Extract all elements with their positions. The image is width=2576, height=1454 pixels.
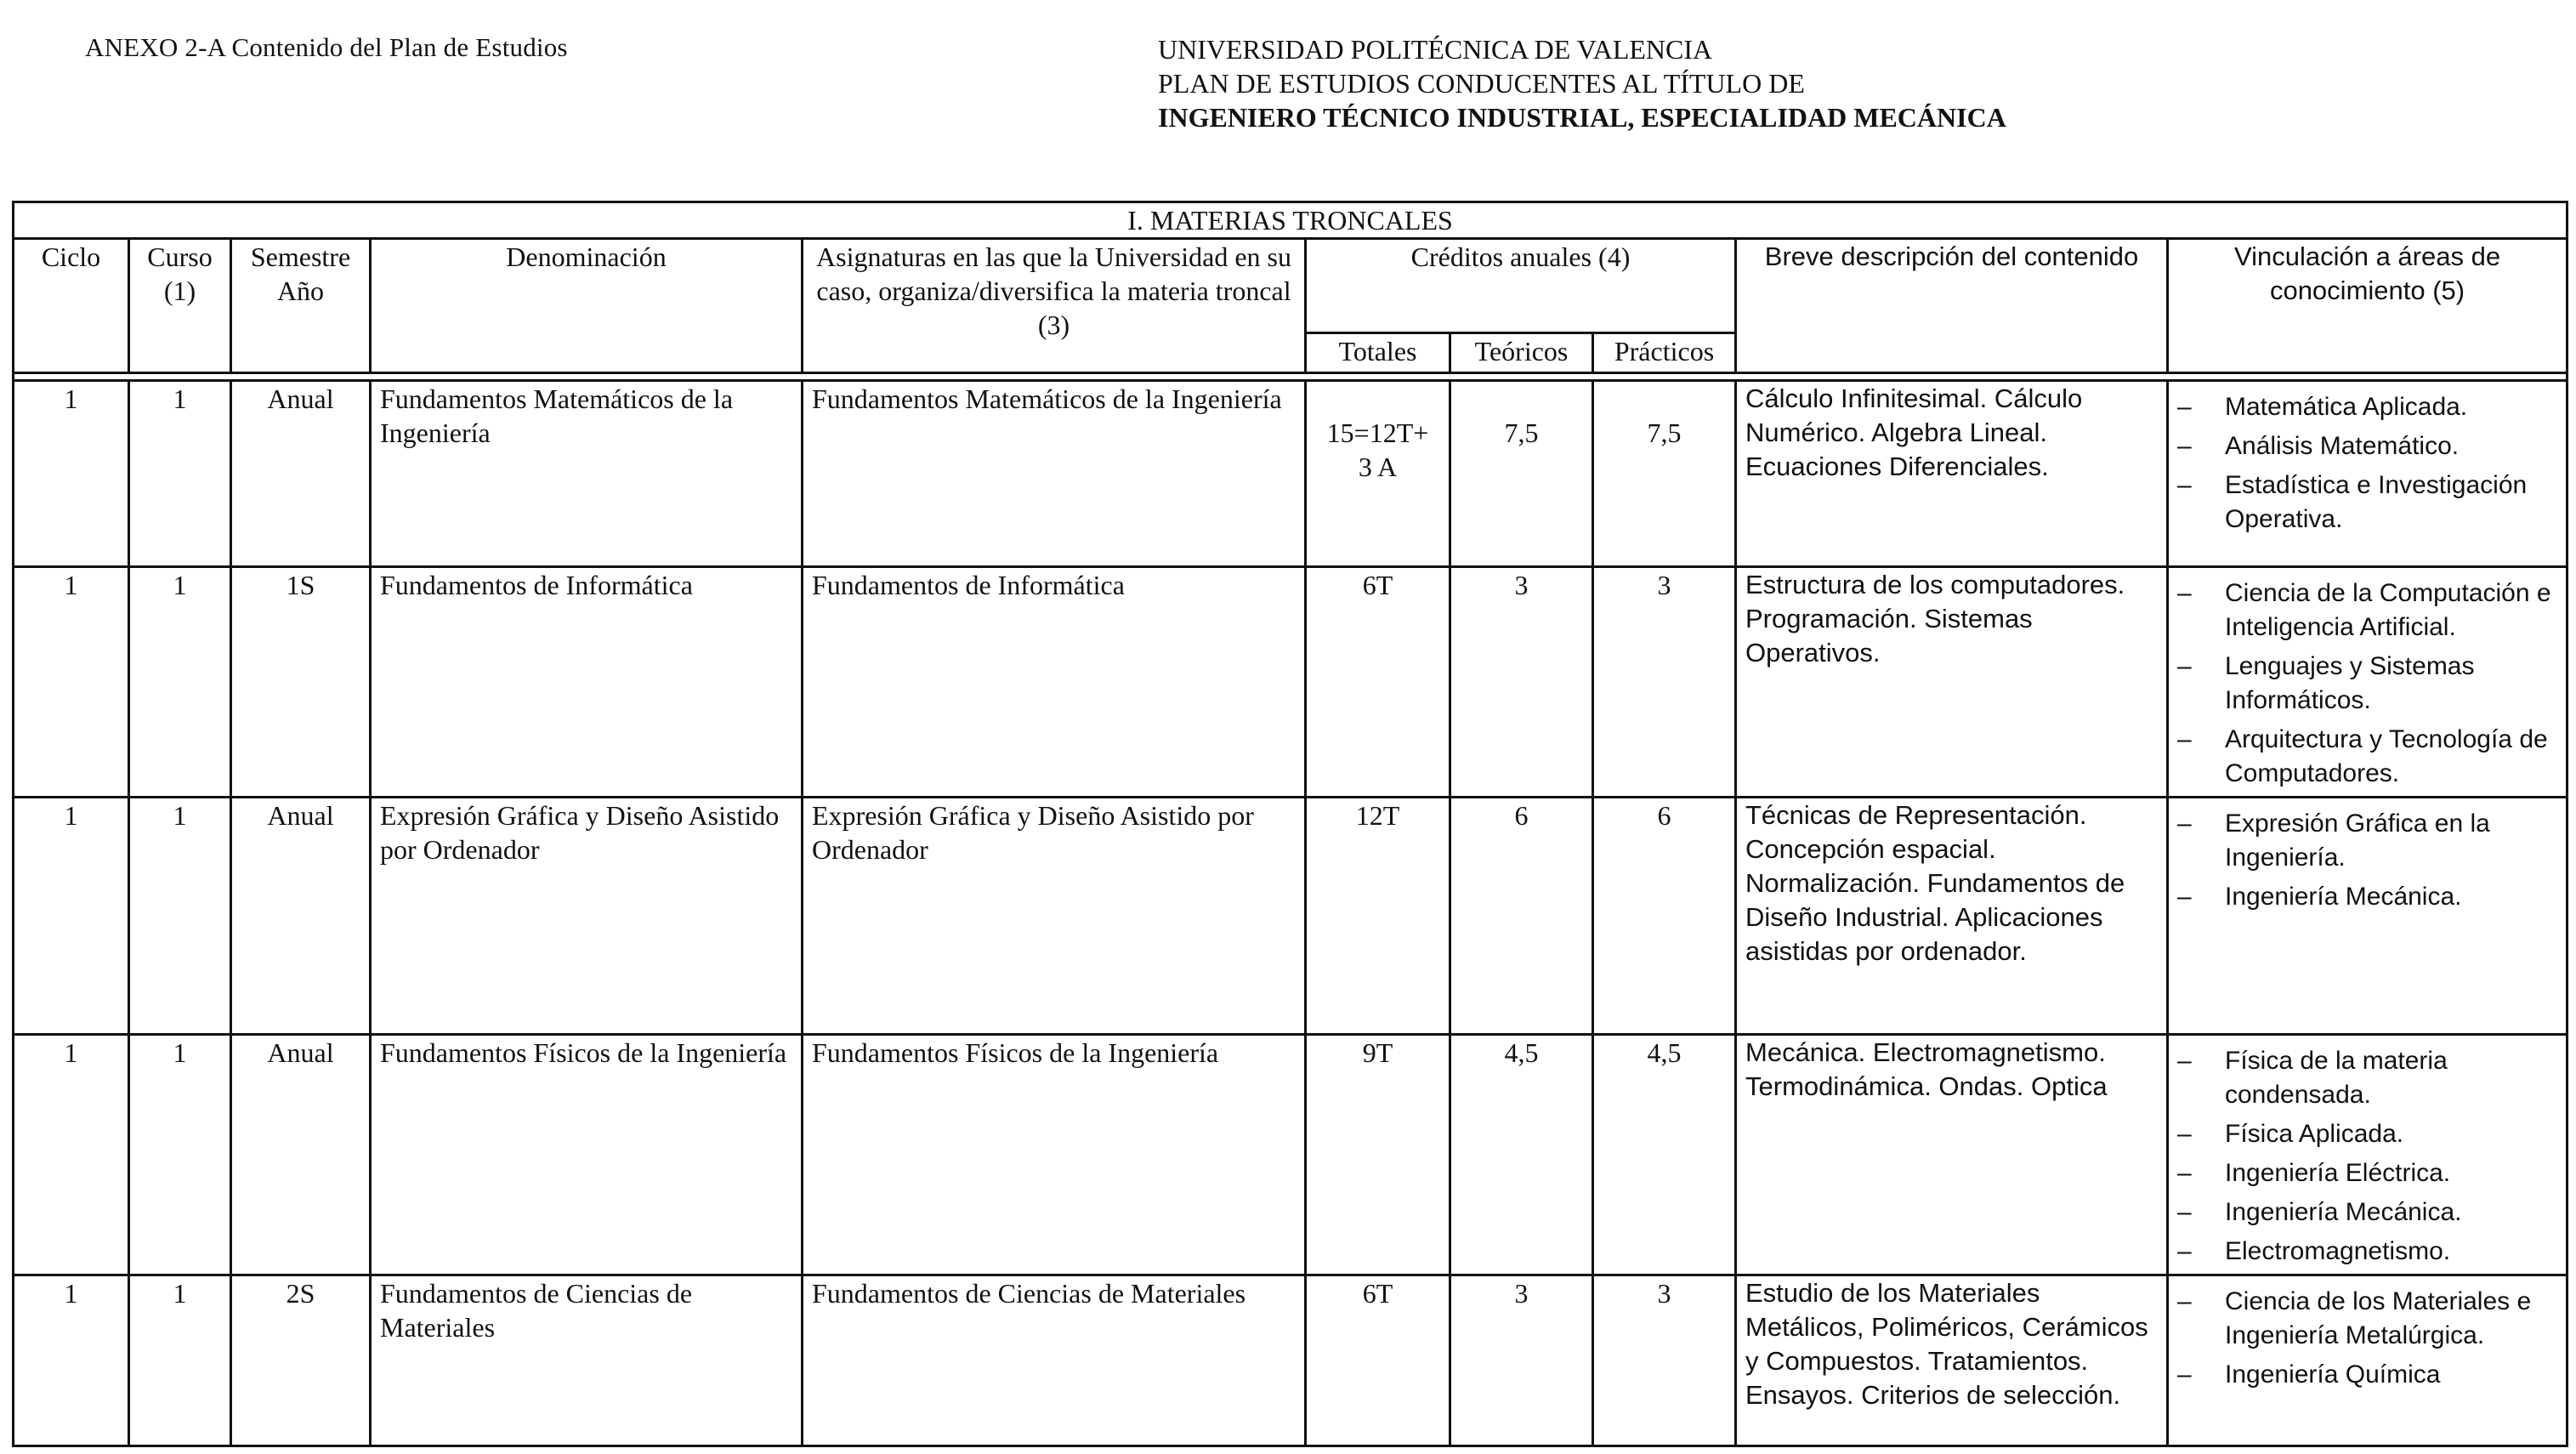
dash-bullet: – <box>2177 1198 2192 1226</box>
cell-areas <box>2168 1035 2567 1275</box>
dash-bullet: – <box>2177 393 2192 421</box>
cell-practicos <box>1593 381 1736 567</box>
cell-semestre: Anual <box>231 798 371 1035</box>
dash-bullet: – <box>2177 1120 2192 1148</box>
table-row <box>14 567 2567 798</box>
col-header-totales: Totales <box>1306 333 1450 373</box>
areas-list <box>2177 390 2557 537</box>
table-row <box>14 1275 2567 1446</box>
area-item <box>2177 390 2557 424</box>
dash-bullet: – <box>2177 883 2192 911</box>
area-item <box>2177 650 2557 718</box>
cell-asignaturas: Expresión Gráfica y Diseño Asistido por Ordenador <box>803 798 1306 1035</box>
cell-ciclo: 1 <box>14 567 129 798</box>
areas-list <box>2177 1044 2557 1269</box>
dash-bullet: – <box>2177 809 2192 838</box>
area-item <box>2177 807 2557 875</box>
cell-totales: 6T <box>1306 567 1450 798</box>
cell-denominacion: Fundamentos de Informática <box>371 567 803 798</box>
cell-semestre: 1S <box>231 567 371 798</box>
cell-teoricos: 3 <box>1450 567 1593 798</box>
area-text: Física de la materia condensada. <box>2225 1047 2448 1109</box>
cell-semestre: Anual <box>231 381 371 567</box>
subjects-table <box>12 201 2568 1447</box>
col-header-teoricos: Teóricos <box>1450 333 1593 373</box>
area-text: Electromagnetismo. <box>2225 1237 2451 1265</box>
area-item <box>2177 1285 2557 1353</box>
cell-teoricos: 3 <box>1450 1275 1593 1446</box>
cell-practicos: 6 <box>1593 798 1736 1035</box>
cell-ciclo: 1 <box>14 1275 129 1446</box>
area-item <box>2177 723 2557 791</box>
cell-asignaturas: Fundamentos de Informática <box>803 567 1306 798</box>
col-header-creditos: Créditos anuales (4) <box>1306 239 1736 333</box>
cell-descripcion: Cálculo Infinitesimal. Cálculo Numérico. Algebra Lineal. Ecuaciones Diferenciales. <box>1736 381 2168 567</box>
table-title: I. MATERIAS TRONCALES <box>14 202 2567 239</box>
area-text: Ciencia de los Materiales e Ingeniería Metalúrgica. <box>2225 1287 2532 1349</box>
dash-bullet: – <box>2177 1360 2192 1389</box>
col-header-breve: Breve descripción del contenido <box>1736 239 2168 373</box>
area-item <box>2177 1044 2557 1112</box>
cell-asignaturas: Fundamentos Matemáticos de la Ingeniería <box>803 381 1306 567</box>
area-text: Lenguajes y Sistemas Informáticos. <box>2225 652 2475 714</box>
areas-list <box>2177 1285 2557 1392</box>
areas-list <box>2177 576 2557 791</box>
col-header-denominacion: Denominación <box>371 239 803 373</box>
area-item <box>2177 1358 2557 1392</box>
dash-bullet: – <box>2177 1047 2192 1075</box>
cell-areas <box>2168 798 2567 1035</box>
area-item <box>2177 1156 2557 1190</box>
cell-asignaturas: Fundamentos de Ciencias de Materiales <box>803 1275 1306 1446</box>
area-item <box>2177 429 2557 463</box>
dash-bullet: – <box>2177 1159 2192 1187</box>
cell-descripcion: Técnicas de Representación. Concepción espacial. Normalización. Fundamentos de Diseño Industrial. Aplicaciones asistidas por ordenador. <box>1736 798 2168 1035</box>
cell-denominacion: Expresión Gráfica y Diseño Asistido por Ordenador <box>371 798 803 1035</box>
cell-curso: 1 <box>129 567 231 798</box>
dash-bullet: – <box>2177 471 2192 499</box>
cell-totales: 9T <box>1306 1035 1450 1275</box>
cell-descripcion: Mecánica. Electromagnetismo. Termodinámica. Ondas. Optica <box>1736 1035 2168 1275</box>
area-text: Matemática Aplicada. <box>2225 393 2468 421</box>
cell-totales-line1: 15=12T+ <box>1326 417 1429 448</box>
cell-teoricos <box>1450 381 1593 567</box>
dash-bullet: – <box>2177 1237 2192 1265</box>
area-text: Ciencia de la Computación e Inteligencia Artificial. <box>2225 579 2551 641</box>
area-item <box>2177 576 2557 645</box>
table-row <box>14 381 2567 567</box>
table-row <box>14 798 2567 1035</box>
header-separator <box>14 373 2567 381</box>
dash-bullet: – <box>2177 652 2192 680</box>
area-item <box>2177 880 2557 914</box>
col-header-curso <box>129 239 231 373</box>
dash-bullet: – <box>2177 579 2192 607</box>
area-text: Ingeniería Química <box>2225 1360 2441 1389</box>
area-item <box>2177 1235 2557 1269</box>
col-header-semestre-line2: Año <box>276 275 325 306</box>
table-row <box>14 1035 2567 1275</box>
col-header-curso-line2: (1) <box>163 275 196 306</box>
area-text: Expresión Gráfica en la Ingeniería. <box>2225 809 2490 872</box>
cell-totales <box>1306 381 1450 567</box>
cell-descripcion: Estudio de los Materiales Metálicos, Poliméricos, Cerámicos y Compuestos. Tratamientos. Ensayos. Criterios de selección. <box>1736 1275 2168 1446</box>
cell-teoricos-value: 7,5 <box>1504 417 1539 448</box>
cell-denominacion: Fundamentos de Ciencias de Materiales <box>371 1275 803 1446</box>
degree-title: INGENIERO TÉCNICO INDUSTRIAL, ESPECIALIDAD MECÁNICA <box>1158 102 2006 133</box>
col-header-semestre <box>231 239 371 373</box>
cell-teoricos: 6 <box>1450 798 1593 1035</box>
cell-teoricos: 4,5 <box>1450 1035 1593 1275</box>
area-item <box>2177 469 2557 537</box>
cell-areas <box>2168 567 2567 798</box>
cell-curso: 1 <box>129 1035 231 1275</box>
dash-bullet: – <box>2177 1287 2192 1315</box>
area-text: Ingeniería Mecánica. <box>2225 883 2462 911</box>
area-text: Estadística e Investigación Operativa. <box>2225 471 2528 533</box>
area-item <box>2177 1117 2557 1151</box>
area-text: Ingeniería Eléctrica. <box>2225 1159 2451 1187</box>
cell-ciclo: 1 <box>14 1035 129 1275</box>
area-text: Análisis Matemático. <box>2225 432 2460 460</box>
cell-curso: 1 <box>129 798 231 1035</box>
dash-bullet: – <box>2177 725 2192 753</box>
cell-curso: 1 <box>129 381 231 567</box>
cell-asignaturas: Fundamentos Físicos de la Ingeniería <box>803 1035 1306 1275</box>
area-text: Arquitectura y Tecnología de Computadores. <box>2225 725 2548 787</box>
col-header-vinculacion: Vinculación a áreas de conocimiento (5) <box>2168 239 2567 373</box>
cell-ciclo: 1 <box>14 798 129 1035</box>
col-header-ciclo: Ciclo <box>14 239 129 373</box>
area-item <box>2177 1196 2557 1230</box>
annex-title: ANEXO 2-A Contenido del Plan de Estudios <box>85 32 568 62</box>
cell-practicos: 3 <box>1593 1275 1736 1446</box>
col-header-asignaturas: Asignaturas en las que la Universidad en su caso, organiza/diversifica la materia troncal (3) <box>803 239 1306 373</box>
cell-areas <box>2168 381 2567 567</box>
areas-list <box>2177 807 2557 914</box>
col-header-semestre-line1: Semestre <box>250 241 351 272</box>
cell-totales: 12T <box>1306 798 1450 1035</box>
cell-denominacion: Fundamentos Matemáticos de la Ingeniería <box>371 381 803 567</box>
document-heading <box>1158 32 2006 134</box>
col-header-practicos: Prácticos <box>1593 333 1736 373</box>
cell-curso: 1 <box>129 1275 231 1446</box>
cell-practicos: 3 <box>1593 567 1736 798</box>
dash-bullet: – <box>2177 432 2192 460</box>
area-text: Física Aplicada. <box>2225 1120 2404 1148</box>
col-header-curso-line1: Curso <box>147 241 213 272</box>
cell-practicos: 4,5 <box>1593 1035 1736 1275</box>
cell-practicos-value: 7,5 <box>1647 417 1682 448</box>
cell-areas <box>2168 1275 2567 1446</box>
cell-ciclo: 1 <box>14 381 129 567</box>
plan-title: PLAN DE ESTUDIOS CONDUCENTES AL TÍTULO DE <box>1158 68 1805 99</box>
cell-semestre: Anual <box>231 1035 371 1275</box>
cell-totales-line2: 3 A <box>1358 452 1398 482</box>
cell-denominacion: Fundamentos Físicos de la Ingeniería <box>371 1035 803 1275</box>
cell-semestre: 2S <box>231 1275 371 1446</box>
area-text: Ingeniería Mecánica. <box>2225 1198 2462 1226</box>
cell-descripcion: Estructura de los computadores. Programación. Sistemas Operativos. <box>1736 567 2168 798</box>
university-name: UNIVERSIDAD POLITÉCNICA DE VALENCIA <box>1158 34 1713 65</box>
cell-totales: 6T <box>1306 1275 1450 1446</box>
